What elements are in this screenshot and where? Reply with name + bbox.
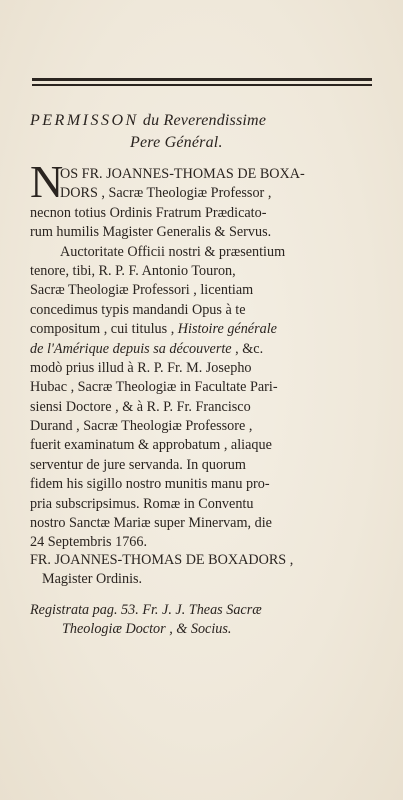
body-line: concedimus typis mandandi Opus à te [30,301,246,318]
signature-name: FR. JOANNES-THOMAS DE BOXADORS , [30,552,294,568]
body-line: DORS , Sacræ Theologiæ Professor , [60,185,272,202]
title-line-2: Pere Général. [130,134,223,151]
permission-title [30,110,375,154]
signature-block [30,551,375,590]
body-line: OS FR. JOANNES-THOMAS DE BOXA- [60,166,305,182]
body-line: rum humilis Magister Generalis & Servus. [30,224,272,241]
body-line: modò prius illud à R. P. Fr. M. Josepho [30,359,252,376]
body-line: Auctoritate Officii nostri & præsentium [60,243,286,260]
work-title-part-1: Histoire générale [177,321,277,338]
header-rule-thin [32,84,372,86]
body-line: tenore, tibi, R. P. F. Antonio Touron, [30,262,236,279]
signature-office: Magister Ordinis. [42,571,143,588]
header-rule-thick [32,78,372,81]
body-line: Sacræ Theologiæ Professori , licentiam [30,282,254,299]
body-line: Durand , Sacræ Theologiæ Professore , [30,418,253,435]
body-line: serventur de jure servanda. In quorum [30,456,246,473]
body-line: siensi Doctore , & à R. P. Fr. Francisco [30,398,251,415]
registration-line-1: Registrata pag. 53. Fr. J. J. Theas Sacræ [30,602,262,618]
work-title-part-2: de l'Amérique depuis sa découverte [30,340,232,357]
drop-cap: N [30,156,64,207]
body-line: 24 Septembris 1766. [30,534,148,551]
permission-body [30,165,375,553]
body-line: fuerit examinatum & approbatum , aliaque [30,437,272,454]
body-line-with-title: compositum , cui titulus , Histoire générale [30,321,277,338]
body-line-with-title: de l'Amérique depuis sa découverte , &c. [30,340,264,357]
body-line: fidem his sigillo nostro munitis manu pro- [30,476,270,493]
body-line: Hubac , Sacræ Theologiæ in Facultate Pari- [30,379,278,396]
registration-note [30,601,375,640]
title-line-1: PERMISSON du Reverendissime [30,112,267,129]
body-line: nostro Sanctæ Mariæ super Minervam, die [30,515,272,532]
body-line: pria subscripsimus. Romæ in Conventu [30,495,254,512]
body-line: necnon totius Ordinis Fratrum Prædicato- [30,204,267,221]
registration-line-2: Theologiæ Doctor , & Socius. [62,621,232,638]
